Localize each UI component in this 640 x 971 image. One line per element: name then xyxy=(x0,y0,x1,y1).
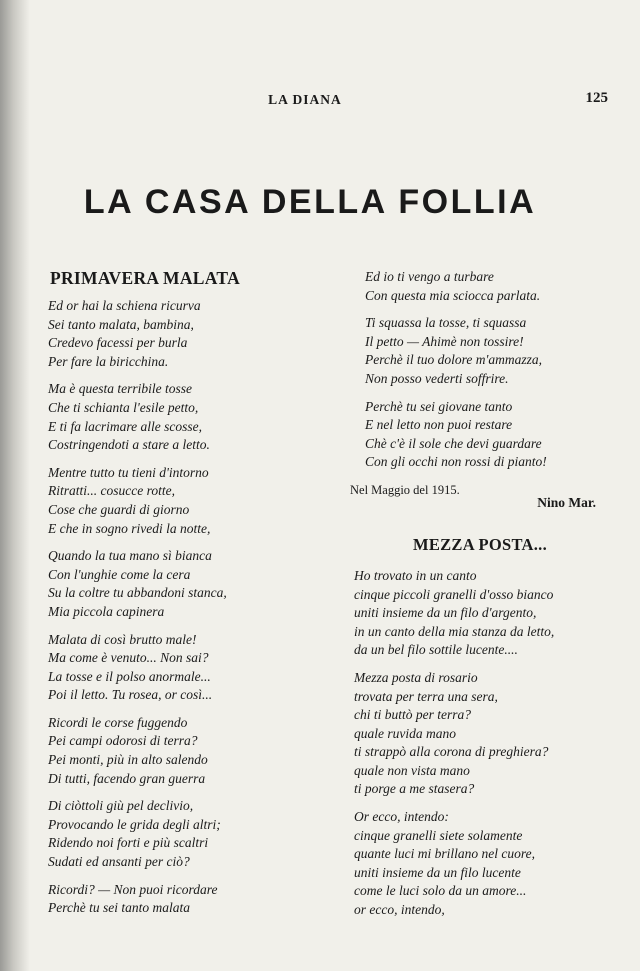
verse-line: Ma è questa terribile tosse xyxy=(48,381,192,397)
stanza xyxy=(48,464,318,538)
verse-line: cinque piccoli granelli d'osso bianco xyxy=(354,586,554,602)
poem-title: MEZZA POSTA... xyxy=(412,534,548,554)
verse-line: Ricordi le corse fuggendo xyxy=(48,714,188,730)
running-head: LA DIANA xyxy=(268,92,342,107)
stanza xyxy=(350,669,610,799)
stanza xyxy=(48,547,318,621)
stanza xyxy=(48,631,318,705)
verse-line: Mia piccola capinera xyxy=(48,603,165,619)
verse-line: Ma come è venuto... Non sai? xyxy=(48,650,209,666)
verse-line: Mentre tutto tu tieni d'intorno xyxy=(48,464,209,480)
verse-line: Pei monti, più in alto salendo xyxy=(48,752,208,768)
verse-line: Con l'unghie come la cera xyxy=(48,566,191,582)
verse-line: uniti insieme da un filo d'argento, xyxy=(354,605,537,621)
verse-line: Pei campi odorosi di terra? xyxy=(48,733,198,749)
left-column xyxy=(48,268,318,927)
verse-line: Or ecco, intendo: xyxy=(354,809,449,825)
verse-line: cinque granelli siete solamente xyxy=(354,827,523,843)
verse-line: Costringendoti a stare a letto. xyxy=(48,437,210,453)
verse-line: Su la coltre tu abbandoni stanca, xyxy=(48,585,227,601)
stanza xyxy=(48,881,318,918)
verse-line: Poi il letto. Tu rosea, or così... xyxy=(48,687,213,703)
verse-line: Non posso vederti soffrire. xyxy=(365,370,509,386)
poem-body-continued xyxy=(350,268,610,472)
page-gutter-shadow xyxy=(0,0,30,971)
stanza xyxy=(350,808,610,920)
verse-line: Con gli occhi non rossi di pianto! xyxy=(365,454,547,470)
right-column xyxy=(350,268,610,929)
verse-line: Sudati ed ansanti per ciò? xyxy=(48,854,190,870)
stanza xyxy=(350,268,610,305)
verse-line: Chè c'è il sole che devi guardare xyxy=(365,435,542,451)
verse-line: Perchè il tuo dolore m'ammazza, xyxy=(365,352,542,368)
verse-line: chi ti buttò per terra? xyxy=(354,707,471,723)
verse-line: Di ciòttoli giù pel declivio, xyxy=(48,798,194,814)
poem-body xyxy=(48,297,318,918)
second-poem xyxy=(350,535,610,920)
verse-line: quale ruvida mano xyxy=(354,725,456,741)
verse-line: or ecco, intendo, xyxy=(354,902,445,918)
verse-line: Per fare la biricchina. xyxy=(48,353,169,369)
verse-line: quante luci mi brillano nel cuore, xyxy=(354,846,535,862)
verse-line: Ricordi? — Non puoi ricordare xyxy=(48,881,218,897)
stanza xyxy=(350,314,610,388)
stanza xyxy=(48,797,318,871)
verse-line: Malata di così brutto male! xyxy=(48,631,197,647)
verse-line: Provocando le grida degli altri; xyxy=(48,816,221,832)
verse-line: trovata per terra una sera, xyxy=(354,688,498,704)
verse-line: Perchè tu sei tanto malata xyxy=(48,900,190,916)
verse-line: E nel letto non puoi restare xyxy=(365,417,513,433)
stanza xyxy=(48,297,318,371)
verse-line: Di tutti, facendo gran guerra xyxy=(48,770,206,786)
verse-line: Mezza posta di rosario xyxy=(354,669,478,685)
verse-line: Ridendo noi forti e più scaltri xyxy=(48,835,209,851)
verse-line: uniti insieme da un filo lucente xyxy=(354,864,521,880)
verse-line: Quando la tua mano sì bianca xyxy=(48,548,212,564)
verse-line: Ti squassa la tosse, ti squassa xyxy=(365,315,527,331)
verse-line: Ritratti... cosucce rotte, xyxy=(48,483,175,499)
stanza xyxy=(48,380,318,454)
verse-line: La tosse e il polso anormale... xyxy=(48,668,211,684)
verse-line: ti porge a me stasera? xyxy=(354,781,475,797)
verse-line: in un canto della mia stanza da letto, xyxy=(354,623,555,639)
verse-line: Il petto — Ahimè non tossire! xyxy=(365,333,524,349)
verse-line: ti strappò alla corona di preghiera? xyxy=(354,744,549,760)
verse-line: Perchè tu sei giovane tanto xyxy=(365,398,513,414)
verse-line: Ed or hai la schiena ricurva xyxy=(48,298,201,313)
verse-line: E che in sogno rivedi la notte, xyxy=(48,520,211,536)
poem-title: PRIMAVERA MALATA xyxy=(50,268,241,288)
verse-line: Ed io ti vengo a turbare xyxy=(365,269,494,284)
verse-line: Cose che guardi di giorno xyxy=(48,501,190,517)
verse-line: Sei tanto malata, bambina, xyxy=(48,316,194,332)
stanza xyxy=(48,714,318,788)
stanza xyxy=(350,567,610,660)
verse-line: da un bel filo sottile lucente.... xyxy=(354,642,518,658)
verse-line: Ho trovato in un canto xyxy=(354,567,477,583)
verse-line: quale non vista mano xyxy=(354,762,470,778)
page-number: 125 xyxy=(585,90,608,106)
verse-line: Credevo facessi per burla xyxy=(48,335,188,351)
verse-line: Con questa mia sciocca parlata. xyxy=(365,287,541,303)
verse-line: E ti fa lacrimare alle scosse, xyxy=(48,418,202,434)
page-title: LA CASA DELLA FOLLIA xyxy=(83,183,537,221)
stanza xyxy=(350,398,610,472)
dateline: Nel Maggio del 1915. xyxy=(350,482,460,497)
verse-line: Che ti schianta l'esile petto, xyxy=(48,399,199,415)
poem-body xyxy=(350,567,610,920)
verse-line: come le luci solo da un amore... xyxy=(354,883,527,899)
author-signature: Nino Mar. xyxy=(537,494,596,510)
